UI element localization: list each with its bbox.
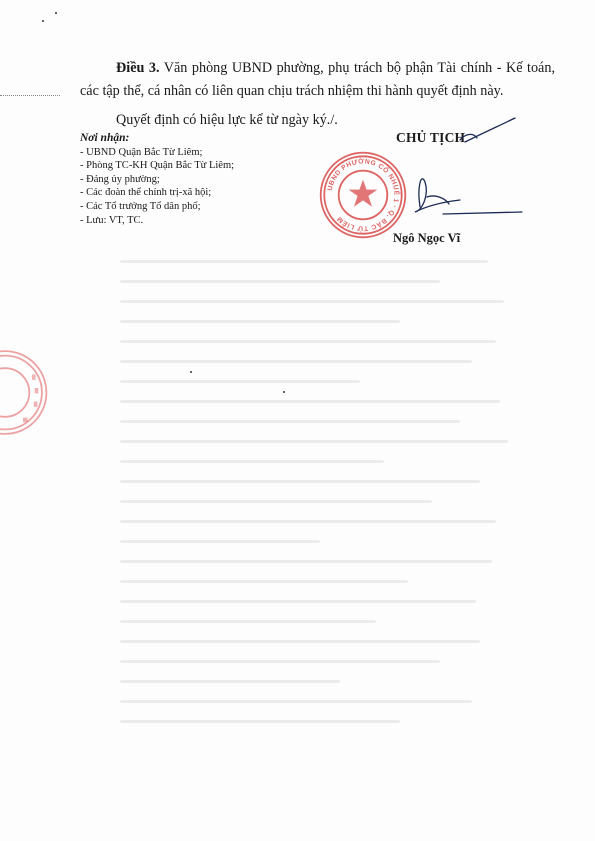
show-through-lines	[120, 260, 520, 760]
scan-speck	[190, 371, 192, 373]
recipients-list	[80, 146, 340, 228]
partial-seal-stamp	[0, 345, 50, 440]
scan-speck	[55, 12, 57, 14]
signer-name: Ngô Ngọc Vĩ	[393, 231, 461, 245]
recipient-item: - Lưu: VT, TC.	[80, 214, 144, 226]
recipient-item: - Đảng ủy phường;	[80, 173, 160, 185]
recipient-item: - Phòng TC-KH Quận Bắc Từ Liêm;	[80, 160, 235, 172]
article-3-label: Điều 3.	[116, 60, 160, 76]
recipients-block	[80, 132, 340, 227]
recipients-title: Nơi nhận:	[80, 132, 130, 144]
margin-mark	[0, 95, 60, 96]
recipient-item: - UBND Quận Bắc Từ Liêm;	[80, 146, 203, 158]
recipient-item: - Các Tổ trưởng Tổ dân phố;	[80, 200, 201, 212]
article-3-text: Văn phòng UBND phường, phụ trách bộ phận Tài chính - Kế toán, các tập thể, cá nhân có liên quan chịu trách nhiệm thi hành quyết định này.	[80, 60, 555, 99]
seal-text: UBND PHƯỜNG CỔ NHUẾ 1 · Q. BẮC TỪ LIÊM	[326, 158, 400, 232]
recipient-item: - Các đoàn thể chính trị-xã hội;	[80, 187, 212, 199]
scan-speck	[283, 391, 285, 393]
chairman-title: CHỦ TỊCH	[396, 130, 466, 145]
scan-speck	[42, 20, 44, 22]
effective-clause: Quyết định có hiệu lực kể từ ngày ký./.	[116, 112, 338, 128]
article-3-paragraph	[80, 57, 555, 103]
handwritten-signature	[365, 112, 535, 232]
